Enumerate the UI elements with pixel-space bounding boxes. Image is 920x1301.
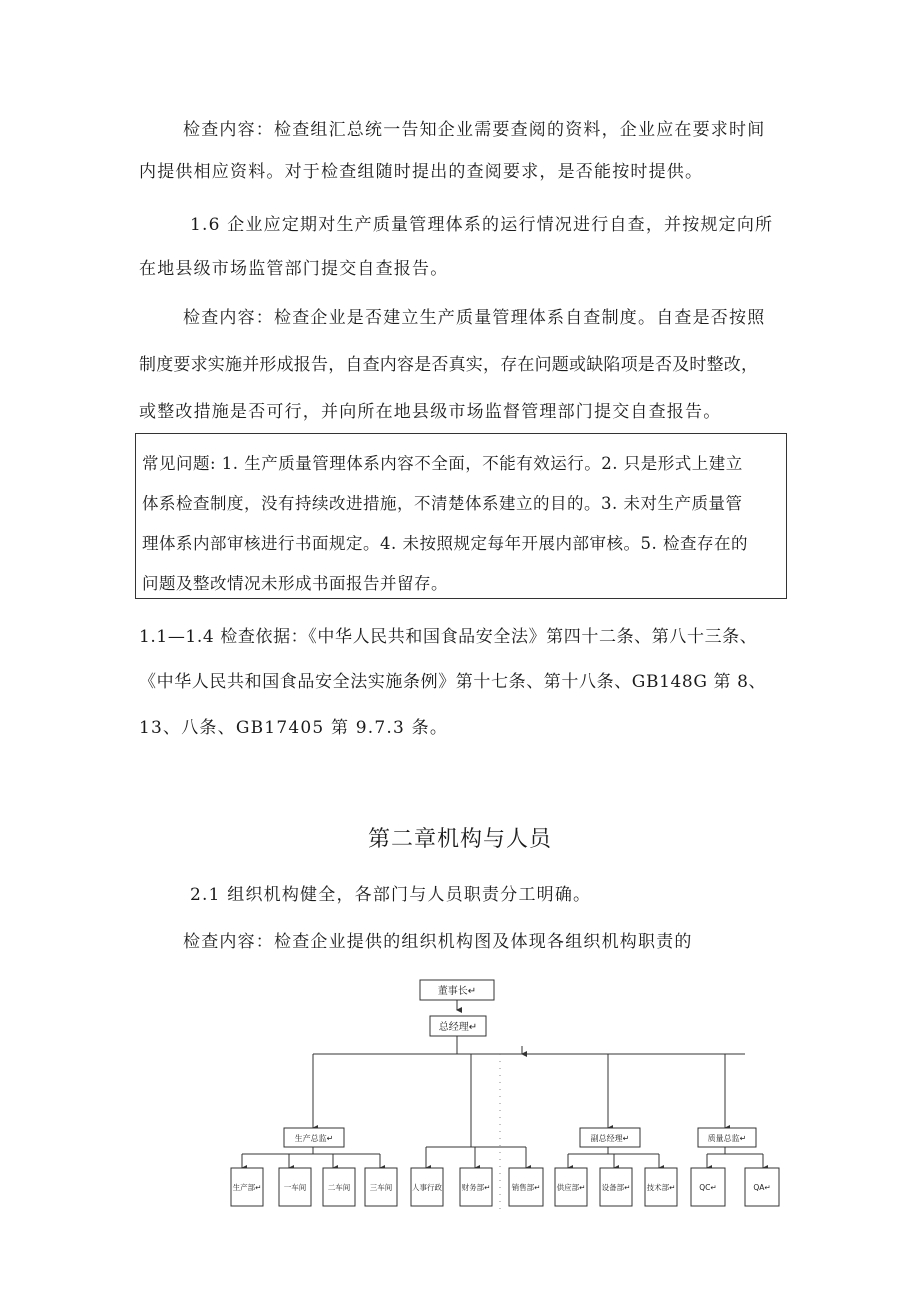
node-qa: [745, 1168, 779, 1206]
svg-text:供应部↵: 供应部↵: [556, 1183, 586, 1192]
node-tech: [645, 1168, 677, 1206]
svg-text:生产总监↵: 生产总监↵: [294, 1134, 334, 1143]
node-finance: [460, 1168, 492, 1206]
common-issues-line: 理体系内部审核进行书面规定。4. 未按照规定每年开展内部审核。5. 检查存在的: [142, 534, 748, 553]
org-chart: [225, 970, 805, 1220]
paragraph-line: 内提供相应资料。对于检查组随时提出的查阅要求，是否能按时提供。: [139, 162, 704, 182]
node-equipment: [600, 1168, 632, 1206]
basis-line: 13、八条、GB17405 第 9.7.3 条。: [139, 718, 449, 738]
node-supply: [555, 1168, 587, 1206]
node-general-manager: [430, 1016, 486, 1036]
node-production-dept: [231, 1168, 263, 1206]
node-hr-admin: [411, 1168, 443, 1206]
chapter-title: 第二章机构与人员: [367, 827, 552, 852]
org-chart-svg: [225, 970, 805, 1220]
common-issues-line: 常见问题: 1. 生产质量管理体系内容不全面，不能有效运行。2. 只是形式上建立: [142, 454, 743, 473]
svg-text:二车间: 二车间: [327, 1183, 351, 1192]
svg-text:生产部↵: 生产部↵: [232, 1183, 262, 1192]
svg-text:一车间: 一车间: [283, 1183, 307, 1192]
paragraph-line: 在地县级市场监管部门提交自查报告。: [139, 259, 449, 279]
svg-text:技术部↵: 技术部↵: [646, 1183, 676, 1192]
clause-2-1: 2.1 组织机构健全，各部门与人员职责分工明确。: [190, 885, 592, 905]
node-chairman: [420, 980, 494, 1000]
node-qc: [691, 1168, 725, 1206]
svg-text:财务部↵: 财务部↵: [461, 1183, 491, 1192]
common-issues-box: [135, 433, 787, 599]
paragraph-line: 检查内容：检查企业提供的组织机构图及体现各组织机构职责的: [183, 932, 693, 952]
svg-text:董事长↵: 董事长↵: [437, 986, 477, 997]
svg-text:人事行政: 人事行政: [412, 1183, 442, 1192]
common-issues-line: 体系检查制度，没有持续改进措施，不清楚体系建立的目的。3. 未对生产质量管: [142, 494, 743, 513]
node-deputy-gm: [580, 1128, 640, 1147]
node-production-director: [284, 1128, 344, 1147]
svg-text:三车间: 三车间: [369, 1183, 393, 1192]
svg-text:质量总监↵: 质量总监↵: [707, 1134, 747, 1143]
node-workshop-3: [365, 1168, 397, 1206]
paragraph-line: 检查内容：检查企业是否建立生产质量管理体系自查制度。自查是否按照: [183, 308, 766, 328]
common-issues-line: 问题及整改情况未形成书面报告并留存。: [142, 574, 448, 593]
svg-text:设备部↵: 设备部↵: [601, 1183, 631, 1192]
clause-1-6: 1.6 企业应定期对生产质量管理体系的运行情况进行自查，并按规定向所: [190, 215, 774, 235]
svg-text:QC↵: QC↵: [699, 1183, 717, 1192]
basis-line: 1.1—1.4 检查依据：《中华人民共和国食品安全法》第四十二条、第八十三条、: [139, 627, 758, 647]
svg-text:总经理↵: 总经理↵: [438, 1022, 478, 1033]
svg-text:副总经理↵: 副总经理↵: [590, 1134, 630, 1143]
node-workshop-1: [279, 1168, 311, 1206]
node-quality-director: [698, 1128, 756, 1147]
paragraph-line: 制度要求实施并形成报告，自查内容是否真实，存在问题或缺陷项是否及时整改，: [139, 355, 759, 375]
node-workshop-2: [323, 1168, 355, 1206]
node-sales: [509, 1168, 543, 1206]
svg-text:销售部↵: 销售部↵: [511, 1183, 541, 1192]
paragraph-line: 或整改措施是否可行，并向所在地县级市场监督管理部门提交自查报告。: [139, 402, 722, 422]
basis-line: 《中华人民共和国食品安全法实施条例》第十七条、第十八条、GB148G 第 8、: [139, 672, 767, 692]
paragraph-line: 检查内容：检查组汇总统一告知企业需要查阅的资料，企业应在要求时间: [183, 120, 766, 140]
svg-text:QA↵: QA↵: [753, 1183, 771, 1192]
